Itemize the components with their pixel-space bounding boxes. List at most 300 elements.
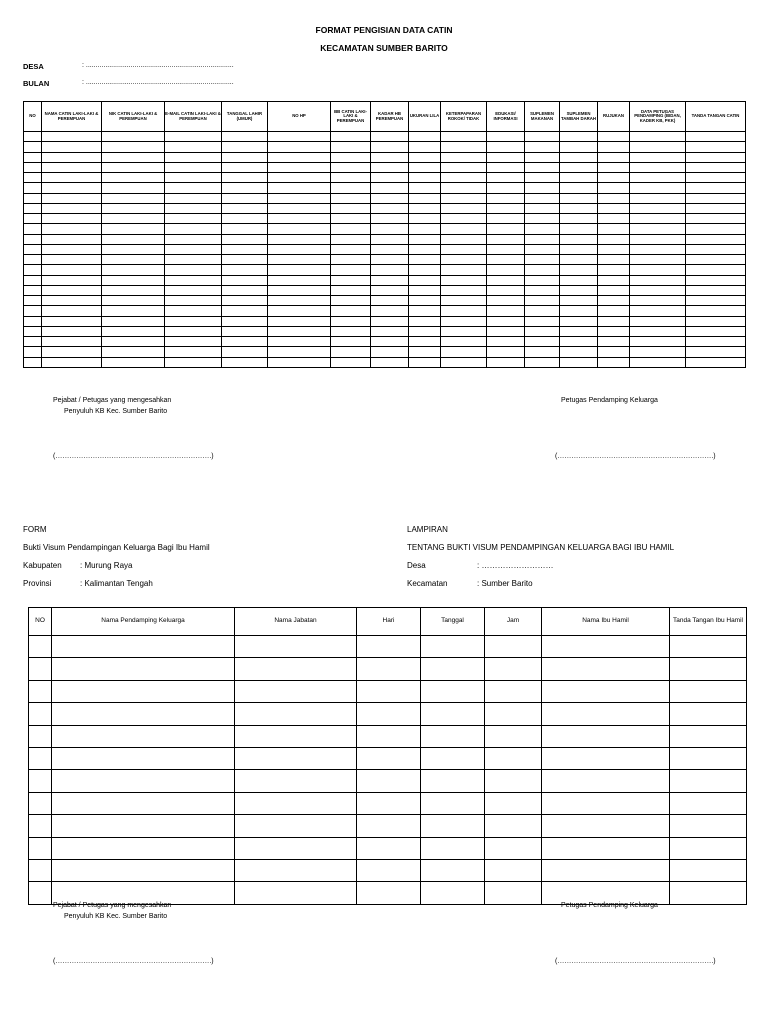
table-cell[interactable] [24,357,42,367]
table-cell[interactable] [268,275,331,285]
table-cell[interactable] [24,152,42,162]
table-cell[interactable] [409,224,441,234]
table-cell[interactable] [52,703,235,725]
table-cell[interactable] [235,636,357,658]
table-cell[interactable] [52,792,235,814]
table-cell[interactable] [598,255,630,265]
table-cell[interactable] [102,183,165,193]
table-cell[interactable] [371,296,409,306]
table-cell[interactable] [485,792,542,814]
table-cell[interactable] [485,815,542,837]
table-cell[interactable] [268,316,331,326]
table-cell[interactable] [686,183,746,193]
table-cell[interactable] [52,747,235,769]
table-cell[interactable] [598,357,630,367]
table-cell[interactable] [525,326,560,336]
table-cell[interactable] [560,244,598,254]
table-cell[interactable] [357,725,421,747]
table-cell[interactable] [222,347,268,357]
table-cell[interactable] [421,636,485,658]
table-cell[interactable] [598,337,630,347]
table-cell[interactable] [24,193,42,203]
table-cell[interactable] [421,882,485,904]
table-cell[interactable] [52,815,235,837]
table-cell[interactable] [487,316,525,326]
table-cell[interactable] [630,193,686,203]
table-cell[interactable] [371,224,409,234]
table-cell[interactable] [525,296,560,306]
table-cell[interactable] [24,265,42,275]
table-cell[interactable] [235,770,357,792]
table-cell[interactable] [630,132,686,142]
table-cell[interactable] [630,142,686,152]
table-cell[interactable] [487,347,525,357]
table-cell[interactable] [165,296,222,306]
table-cell[interactable] [24,275,42,285]
table-cell[interactable] [268,173,331,183]
table-cell[interactable] [487,234,525,244]
table-cell[interactable] [560,162,598,172]
table-cell[interactable] [331,193,371,203]
table-cell[interactable] [42,337,102,347]
table-cell[interactable] [42,224,102,234]
table-cell[interactable] [357,636,421,658]
table-cell[interactable] [102,214,165,224]
table-cell[interactable] [525,173,560,183]
table-cell[interactable] [331,326,371,336]
table-cell[interactable] [487,357,525,367]
table-cell[interactable] [409,265,441,275]
table-cell[interactable] [268,306,331,316]
table-cell[interactable] [686,234,746,244]
table-cell[interactable] [598,306,630,316]
table-cell[interactable] [371,285,409,295]
table-cell[interactable] [331,265,371,275]
table-cell[interactable] [331,244,371,254]
table-cell[interactable] [686,357,746,367]
table-cell[interactable] [268,337,331,347]
table-cell[interactable] [686,306,746,316]
table-cell[interactable] [371,132,409,142]
table-cell[interactable] [165,306,222,316]
table-cell[interactable] [357,792,421,814]
table-cell[interactable] [165,162,222,172]
table-cell[interactable] [331,152,371,162]
table-cell[interactable] [598,132,630,142]
table-cell[interactable] [29,725,52,747]
table-cell[interactable] [441,203,487,213]
table-cell[interactable] [441,275,487,285]
table-cell[interactable] [487,132,525,142]
table-cell[interactable] [487,285,525,295]
table-cell[interactable] [441,152,487,162]
table-cell[interactable] [235,725,357,747]
table-cell[interactable] [371,337,409,347]
table-cell[interactable] [235,703,357,725]
table-cell[interactable] [331,337,371,347]
table-cell[interactable] [409,306,441,316]
table-cell[interactable] [52,882,235,904]
table-cell[interactable] [165,183,222,193]
table-cell[interactable] [268,193,331,203]
table-cell[interactable] [42,296,102,306]
table-cell[interactable] [371,183,409,193]
table-cell[interactable] [235,837,357,859]
table-cell[interactable] [560,173,598,183]
table-cell[interactable] [24,132,42,142]
table-cell[interactable] [525,357,560,367]
table-cell[interactable] [560,316,598,326]
table-cell[interactable] [441,244,487,254]
table-cell[interactable] [371,326,409,336]
table-cell[interactable] [165,357,222,367]
table-cell[interactable] [686,296,746,306]
table-cell[interactable] [560,224,598,234]
table-cell[interactable] [421,725,485,747]
table-cell[interactable] [525,337,560,347]
table-cell[interactable] [357,680,421,702]
table-cell[interactable] [441,142,487,152]
table-cell[interactable] [686,173,746,183]
table-cell[interactable] [268,357,331,367]
table-cell[interactable] [268,285,331,295]
table-cell[interactable] [542,859,670,881]
table-cell[interactable] [222,316,268,326]
table-cell[interactable] [165,255,222,265]
table-cell[interactable] [42,255,102,265]
table-cell[interactable] [487,337,525,347]
table-cell[interactable] [268,203,331,213]
table-cell[interactable] [598,162,630,172]
table-cell[interactable] [630,173,686,183]
table-cell[interactable] [357,882,421,904]
table-cell[interactable] [487,193,525,203]
table-cell[interactable] [441,337,487,347]
table-cell[interactable] [235,859,357,881]
table-cell[interactable] [542,725,670,747]
table-cell[interactable] [670,703,747,725]
table-cell[interactable] [441,265,487,275]
table-cell[interactable] [686,214,746,224]
table-cell[interactable] [409,214,441,224]
table-cell[interactable] [487,152,525,162]
table-cell[interactable] [102,296,165,306]
table-cell[interactable] [42,132,102,142]
table-cell[interactable] [331,142,371,152]
table-cell[interactable] [421,792,485,814]
table-cell[interactable] [222,183,268,193]
table-cell[interactable] [409,326,441,336]
table-cell[interactable] [485,658,542,680]
table-cell[interactable] [165,285,222,295]
table-cell[interactable] [670,859,747,881]
table-cell[interactable] [686,275,746,285]
table-cell[interactable] [357,658,421,680]
table-cell[interactable] [485,636,542,658]
table-cell[interactable] [331,347,371,357]
table-cell[interactable] [686,132,746,142]
table-cell[interactable] [560,285,598,295]
table-cell[interactable] [542,636,670,658]
table-cell[interactable] [371,347,409,357]
table-cell[interactable] [421,680,485,702]
table-cell[interactable] [331,316,371,326]
table-cell[interactable] [441,183,487,193]
table-cell[interactable] [102,347,165,357]
table-cell[interactable] [371,275,409,285]
table-cell[interactable] [29,680,52,702]
table-cell[interactable] [102,275,165,285]
table-cell[interactable] [371,173,409,183]
table-cell[interactable] [485,680,542,702]
table-cell[interactable] [268,224,331,234]
table-cell[interactable] [371,244,409,254]
table-cell[interactable] [222,337,268,347]
table-cell[interactable] [525,132,560,142]
table-cell[interactable] [102,173,165,183]
table-cell[interactable] [235,882,357,904]
table-cell[interactable] [24,326,42,336]
table-cell[interactable] [331,357,371,367]
table-cell[interactable] [409,183,441,193]
table-cell[interactable] [165,337,222,347]
table-cell[interactable] [487,275,525,285]
table-cell[interactable] [42,203,102,213]
table-cell[interactable] [630,224,686,234]
table-cell[interactable] [29,636,52,658]
table-cell[interactable] [24,316,42,326]
table-cell[interactable] [357,770,421,792]
table-cell[interactable] [630,152,686,162]
table-cell[interactable] [630,357,686,367]
table-cell[interactable] [165,275,222,285]
table-cell[interactable] [630,234,686,244]
table-cell[interactable] [525,306,560,316]
sign-left-blank[interactable]: (………………………………………………………….) [53,453,214,460]
table-cell[interactable] [52,636,235,658]
table-cell[interactable] [42,244,102,254]
table-cell[interactable] [630,306,686,316]
table-cell[interactable] [542,770,670,792]
table-cell[interactable] [409,337,441,347]
table-cell[interactable] [598,152,630,162]
table-cell[interactable] [29,658,52,680]
desa-value[interactable]: : ............................................................................ [82,62,234,69]
table-cell[interactable] [222,255,268,265]
table-cell[interactable] [686,316,746,326]
table-cell[interactable] [409,152,441,162]
table-cell[interactable] [222,306,268,316]
table-cell[interactable] [686,285,746,295]
table-cell[interactable] [487,203,525,213]
table-cell[interactable] [441,306,487,316]
table-cell[interactable] [42,306,102,316]
table-cell[interactable] [686,224,746,234]
table-cell[interactable] [686,142,746,152]
table-cell[interactable] [29,703,52,725]
table-cell[interactable] [686,203,746,213]
table-cell[interactable] [24,142,42,152]
table-cell[interactable] [560,183,598,193]
table-cell[interactable] [630,162,686,172]
table-cell[interactable] [222,296,268,306]
table-cell[interactable] [102,306,165,316]
table-cell[interactable] [165,347,222,357]
table-cell[interactable] [441,326,487,336]
table-cell[interactable] [42,316,102,326]
desa2-value[interactable]: : ……………………… [477,561,554,570]
table-cell[interactable] [686,265,746,275]
table-cell[interactable] [165,326,222,336]
table-cell[interactable] [525,234,560,244]
table-cell[interactable] [670,837,747,859]
table-cell[interactable] [165,142,222,152]
table-cell[interactable] [441,224,487,234]
table-cell[interactable] [409,316,441,326]
table-cell[interactable] [42,265,102,275]
table-cell[interactable] [222,275,268,285]
table-cell[interactable] [487,214,525,224]
table-cell[interactable] [630,255,686,265]
table-cell[interactable] [42,214,102,224]
table-cell[interactable] [222,162,268,172]
table-cell[interactable] [357,747,421,769]
table-cell[interactable] [268,142,331,152]
table-cell[interactable] [598,265,630,275]
table-cell[interactable] [409,234,441,244]
table-cell[interactable] [24,162,42,172]
table-cell[interactable] [560,255,598,265]
table-cell[interactable] [485,882,542,904]
table-cell[interactable] [670,770,747,792]
table-cell[interactable] [409,285,441,295]
table-cell[interactable] [409,347,441,357]
table-cell[interactable] [29,882,52,904]
table-cell[interactable] [560,357,598,367]
table-cell[interactable] [409,275,441,285]
table-cell[interactable] [268,214,331,224]
table-cell[interactable] [165,152,222,162]
table-cell[interactable] [421,815,485,837]
table-cell[interactable] [102,162,165,172]
table-cell[interactable] [29,770,52,792]
table-cell[interactable] [42,285,102,295]
table-cell[interactable] [357,703,421,725]
table-cell[interactable] [371,142,409,152]
table-cell[interactable] [421,658,485,680]
table-cell[interactable] [542,837,670,859]
table-cell[interactable] [42,162,102,172]
table-cell[interactable] [487,255,525,265]
table-cell[interactable] [222,132,268,142]
table-cell[interactable] [331,173,371,183]
table-cell[interactable] [630,347,686,357]
table-cell[interactable] [331,306,371,316]
table-cell[interactable] [630,326,686,336]
table-cell[interactable] [222,285,268,295]
table-cell[interactable] [222,357,268,367]
table-cell[interactable] [24,347,42,357]
table-cell[interactable] [560,347,598,357]
table-cell[interactable] [525,152,560,162]
table-cell[interactable] [371,265,409,275]
table-cell[interactable] [24,296,42,306]
table-cell[interactable] [102,326,165,336]
table-cell[interactable] [29,747,52,769]
sign2-left-blank[interactable]: (………………………………………………………….) [53,958,214,965]
table-cell[interactable] [222,152,268,162]
table-cell[interactable] [560,142,598,152]
table-cell[interactable] [357,815,421,837]
table-cell[interactable] [42,152,102,162]
table-cell[interactable] [560,265,598,275]
table-cell[interactable] [525,162,560,172]
table-cell[interactable] [485,703,542,725]
table-cell[interactable] [24,306,42,316]
table-cell[interactable] [487,162,525,172]
table-cell[interactable] [560,193,598,203]
table-cell[interactable] [102,132,165,142]
table-cell[interactable] [409,203,441,213]
table-cell[interactable] [102,265,165,275]
table-cell[interactable] [165,234,222,244]
table-cell[interactable] [52,680,235,702]
table-cell[interactable] [24,183,42,193]
table-cell[interactable] [560,152,598,162]
table-cell[interactable] [560,326,598,336]
table-cell[interactable] [222,173,268,183]
table-cell[interactable] [24,285,42,295]
table-cell[interactable] [487,224,525,234]
table-cell[interactable] [598,244,630,254]
table-cell[interactable] [268,152,331,162]
table-cell[interactable] [630,183,686,193]
table-cell[interactable] [165,203,222,213]
table-cell[interactable] [52,770,235,792]
table-cell[interactable] [42,193,102,203]
table-cell[interactable] [686,255,746,265]
table-cell[interactable] [409,193,441,203]
table-cell[interactable] [441,296,487,306]
table-cell[interactable] [441,347,487,357]
table-cell[interactable] [102,357,165,367]
table-cell[interactable] [331,285,371,295]
table-cell[interactable] [441,193,487,203]
table-cell[interactable] [485,837,542,859]
table-cell[interactable] [670,725,747,747]
table-cell[interactable] [560,306,598,316]
table-cell[interactable] [268,326,331,336]
table-cell[interactable] [686,152,746,162]
table-cell[interactable] [42,142,102,152]
table-cell[interactable] [222,234,268,244]
table-cell[interactable] [42,326,102,336]
table-cell[interactable] [485,859,542,881]
table-cell[interactable] [670,815,747,837]
table-cell[interactable] [630,214,686,224]
table-cell[interactable] [487,183,525,193]
table-cell[interactable] [371,152,409,162]
table-cell[interactable] [102,316,165,326]
table-cell[interactable] [24,203,42,213]
table-cell[interactable] [371,306,409,316]
table-cell[interactable] [24,224,42,234]
table-cell[interactable] [630,275,686,285]
table-cell[interactable] [485,747,542,769]
table-cell[interactable] [371,255,409,265]
table-cell[interactable] [670,792,747,814]
table-cell[interactable] [29,815,52,837]
